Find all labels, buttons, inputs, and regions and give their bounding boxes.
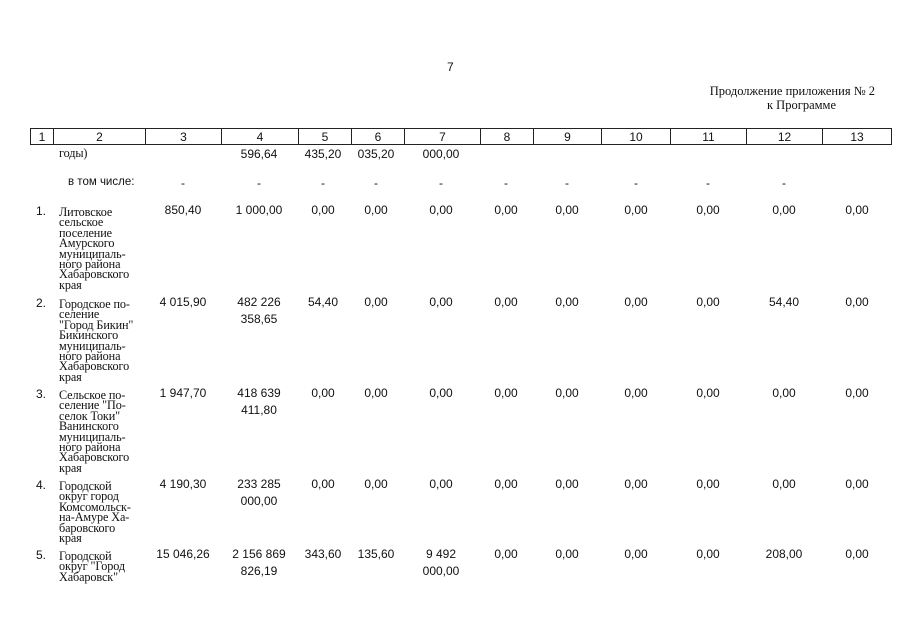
table-cell-col-13: 0,00 (845, 203, 869, 217)
table-cell-col-9: 0,00 (555, 386, 579, 400)
header-cell-col-10: 10 (602, 129, 671, 145)
row-label: в том числе: (68, 176, 135, 188)
table-cell-col-3: 850,40 (164, 203, 202, 217)
table-cell-col-5: 343,60 (304, 547, 342, 561)
table-cell-col-11: 0,00 (696, 203, 720, 217)
table-cell-col-8: 0,00 (494, 547, 518, 561)
table-cell-col-6: 0,00 (364, 386, 388, 400)
header-cell-col-7: 7 (405, 129, 481, 145)
table-cell-col-11: 0,00 (696, 547, 720, 561)
table-cell-col-5: 0,00 (311, 203, 335, 217)
table-cell-col-6: 0,00 (364, 203, 388, 217)
header-cell-col-3: 3 (146, 129, 222, 145)
table-cell-col-3: - (181, 176, 185, 190)
table-cell-col-9: 0,00 (555, 477, 579, 491)
table-cell-col-12: - (782, 176, 786, 190)
table-cell-col-5: 435,20 (304, 147, 342, 161)
table-cell-col-9: - (565, 176, 569, 190)
table-cell-col-7: 0,00 (429, 203, 453, 217)
table-cell-col-10: 0,00 (624, 477, 648, 491)
appendix-heading (700, 84, 875, 112)
header-cell-col-6: 6 (352, 129, 405, 145)
header-cell-col-1: 1 (31, 129, 54, 145)
table-cell-col-12: 0,00 (772, 386, 796, 400)
table-cell-col-5: 54,40 (307, 295, 339, 309)
column-number-header (30, 128, 892, 145)
table-cell-col-4: 482 226 358,65 (237, 295, 281, 326)
page-number: 7 (447, 60, 454, 74)
header-cell-col-13: 13 (823, 129, 892, 145)
table-cell-col-13: 0,00 (845, 295, 869, 309)
table-cell-col-8: 0,00 (494, 295, 518, 309)
table-cell-col-4: 2 156 869 826,19 (232, 547, 286, 578)
table-cell-col-3: 15 046,26 (156, 547, 210, 561)
table-cell-col-10: 0,00 (624, 295, 648, 309)
table-cell-col-6: - (374, 176, 378, 190)
table-cell-col-4: 1 000,00 (235, 203, 283, 217)
table-cell-col-10: - (634, 176, 638, 190)
table-cell-col-5: - (321, 176, 325, 190)
table-cell-col-13: 0,00 (845, 386, 869, 400)
table-cell-col-12: 54,40 (768, 295, 800, 309)
row-number: 2. (36, 296, 47, 310)
table-cell-col-8: 0,00 (494, 386, 518, 400)
table-cell-col-6: 0,00 (364, 295, 388, 309)
municipality-name: Городской округ "Город Хабаровск" (59, 549, 125, 584)
table-cell-col-3: 4 190,30 (159, 477, 207, 491)
table-cell-col-7: 0,00 (429, 295, 453, 309)
table-cell-col-4: 596,64 (240, 147, 278, 161)
table-cell-col-11: 0,00 (696, 477, 720, 491)
table-cell-col-5: 0,00 (311, 477, 335, 491)
table-cell-col-7: 0,00 (429, 386, 453, 400)
row-number: 3. (36, 387, 47, 401)
table-cell-col-12: 0,00 (772, 477, 796, 491)
table-cell-col-8: - (504, 176, 508, 190)
table-cell-col-7: 000,00 (422, 147, 460, 161)
table-cell-col-10: 0,00 (624, 547, 648, 561)
table-cell-col-10: 0,00 (624, 203, 648, 217)
appendix-line-2: к Программе (766, 98, 836, 112)
row-number: 5. (36, 548, 47, 562)
table-cell-col-8: 0,00 (494, 477, 518, 491)
table-cell-col-6: 035,20 (357, 147, 395, 161)
municipality-name: Литовское сельское поселение Амурского муниципаль- ного района Хабаровского края (59, 205, 130, 292)
header-cell-col-4: 4 (222, 129, 299, 145)
table-cell-col-11: 0,00 (696, 386, 720, 400)
row-number: 4. (36, 478, 47, 492)
table-cell-col-5: 0,00 (311, 386, 335, 400)
table-cell-col-6: 0,00 (364, 477, 388, 491)
header-cell-col-8: 8 (481, 129, 534, 145)
header-cell-col-2: 2 (54, 129, 146, 145)
table-cell-col-9: 0,00 (555, 203, 579, 217)
row-label: годы) (59, 146, 88, 160)
table-cell-col-3: 4 015,90 (159, 295, 207, 309)
table-cell-col-4: - (257, 176, 261, 190)
table-cell-col-12: 208,00 (765, 547, 803, 561)
table-cell-col-12: 0,00 (772, 203, 796, 217)
table-cell-col-9: 0,00 (555, 547, 579, 561)
table-cell-col-4: 418 639 411,80 (237, 386, 281, 417)
header-cell-col-11: 11 (671, 129, 747, 145)
table-cell-col-7: 9 492 000,00 (422, 547, 460, 578)
table-cell-col-7: - (439, 176, 443, 190)
municipality-name: Сельское по- селение "По- селок Токи" Ванинского муниципаль- ного района Хабаровского края (59, 388, 130, 475)
table-cell-col-11: 0,00 (696, 295, 720, 309)
table-cell-col-13: 0,00 (845, 477, 869, 491)
municipality-name: Городской округ город Комсомольск- на-Амуре Ха- баровского края (59, 479, 131, 546)
table-cell-col-6: 135,60 (357, 547, 395, 561)
table-cell-col-4: 233 285 000,00 (237, 477, 281, 508)
appendix-line-1: Продолжение приложения № 2 (709, 84, 875, 98)
header-cell-col-12: 12 (747, 129, 823, 145)
table-cell-col-7: 0,00 (429, 477, 453, 491)
table-cell-col-10: 0,00 (624, 386, 648, 400)
table-cell-col-3: 1 947,70 (159, 386, 207, 400)
row-number: 1. (36, 204, 47, 218)
header-cell-col-5: 5 (299, 129, 352, 145)
table-cell-col-11: - (706, 176, 710, 190)
header-cell-col-9: 9 (534, 129, 602, 145)
municipality-name: Городское по- селение "Город Бикин" Бикинского муниципаль- ного района Хабаровского края (59, 297, 134, 384)
table-cell-col-9: 0,00 (555, 295, 579, 309)
table-cell-col-8: 0,00 (494, 203, 518, 217)
table-cell-col-13: 0,00 (845, 547, 869, 561)
